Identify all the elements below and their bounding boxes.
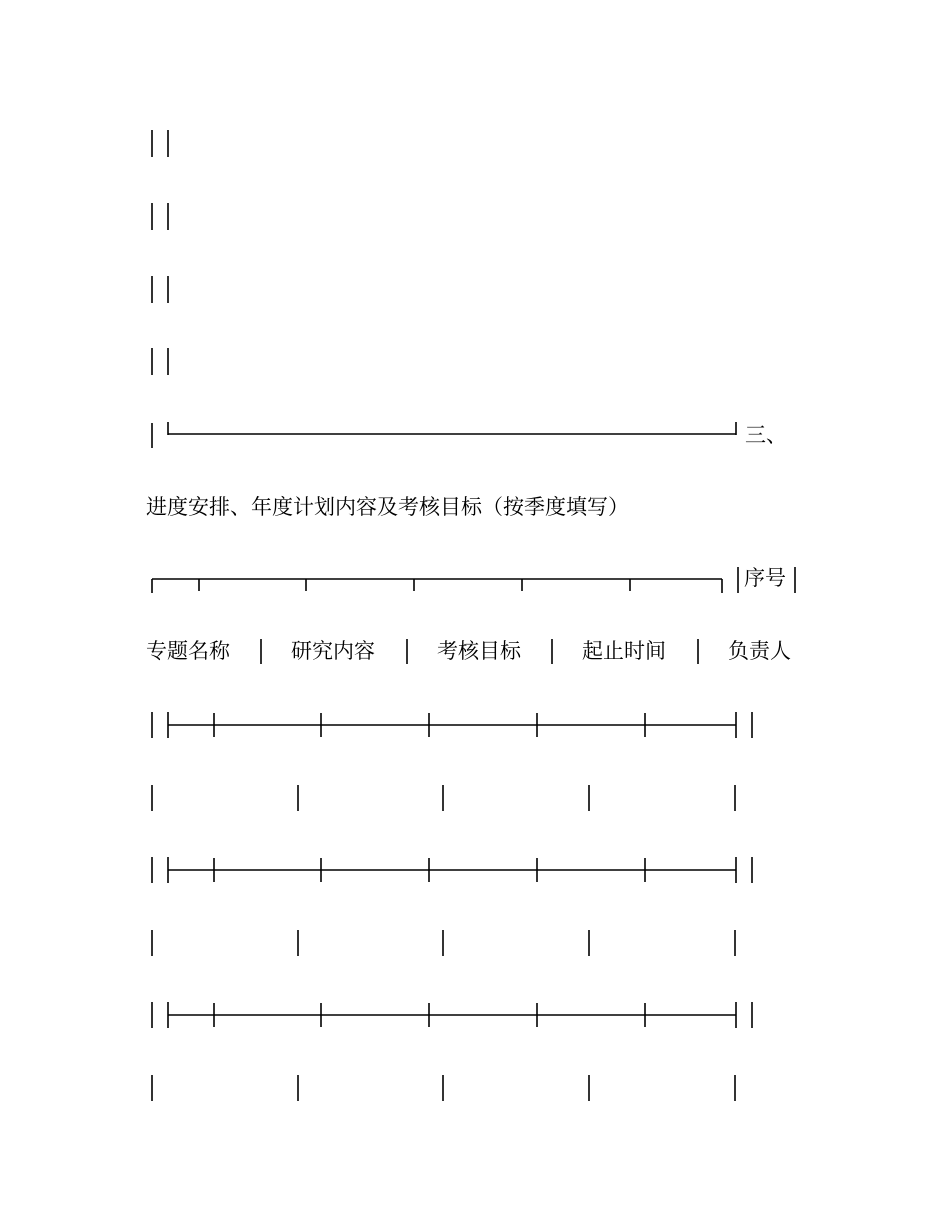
table-row — [0, 783, 950, 823]
header-index: 序号 — [744, 566, 786, 590]
previous-table-row — [0, 125, 950, 165]
header-owner: 负责人 — [728, 639, 791, 663]
table-row — [0, 928, 950, 968]
header-content: 研究内容 — [291, 639, 375, 663]
table-row-separator — [0, 1000, 950, 1040]
header-period: 起止时间 — [582, 639, 666, 663]
header-topic: 专题名称 — [146, 639, 230, 663]
header-target: 考核目标 — [437, 639, 521, 663]
schedule-table-top-border — [0, 565, 950, 605]
table-row-separator — [0, 855, 950, 895]
section-number: 三、 — [745, 423, 787, 447]
previous-table-row — [0, 343, 950, 383]
table-row-separator — [0, 710, 950, 750]
previous-table-bottom-border — [0, 418, 950, 458]
table-row — [0, 1073, 950, 1113]
previous-table-row — [0, 271, 950, 311]
previous-table-row — [0, 198, 950, 238]
section-title: 进度安排、年度计划内容及考核目标（按季度填写） — [146, 495, 629, 519]
